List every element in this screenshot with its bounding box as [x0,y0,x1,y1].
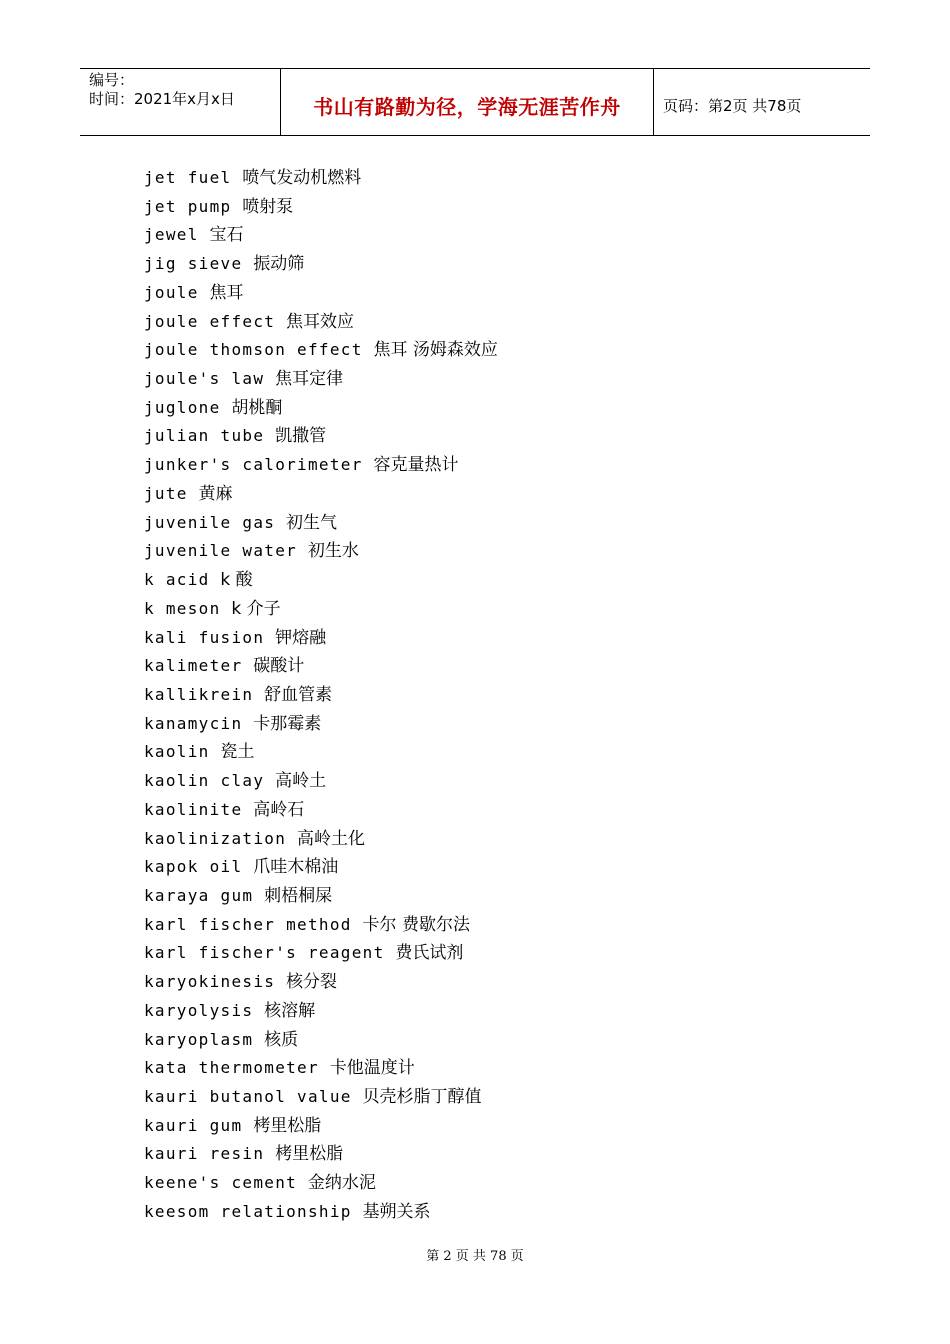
entry-term: jute [144,483,188,503]
entry-translation: 卡他温度计 [329,1058,415,1079]
entry-term: karyokinesis [144,972,276,992]
glossary-list [144,164,498,1227]
entry-term: kali fusion [144,627,265,647]
entry-translation: 焦耳 [209,282,244,303]
entry-term: joule thomson effect [144,340,363,360]
glossary-entry [144,537,498,566]
entry-translation: 焦耳定律 [275,369,344,390]
glossary-entry [144,652,498,681]
entry-translation: 喷气发动机燃料 [242,168,362,188]
glossary-entry [144,451,498,480]
glossary-entry [144,968,498,997]
entry-term: juvenile gas [144,512,276,532]
entry-term: kapok oil [144,857,243,877]
entry-term: kaolin clay [144,771,265,791]
number-label: 编号： [89,71,135,89]
glossary-entry [144,911,498,940]
time-label: 时间：2021年x月x日 [89,90,235,108]
glossary-entry [144,308,498,337]
entry-translation: 焦耳 汤姆森效应 [373,340,498,361]
entry-term: kalimeter [144,656,243,676]
glossary-entry [144,1026,498,1055]
entry-translation: 喷射泵 [242,196,294,217]
glossary-entry [144,767,498,796]
entry-term: joule's law [144,369,265,389]
glossary-entry [144,796,498,825]
glossary-entry [144,738,498,767]
entry-term: kaolinization [144,828,287,848]
entry-term: julian tube [144,426,265,446]
glossary-entry [144,250,498,279]
glossary-entry [144,710,498,739]
entry-translation: 舒血管素 [264,684,333,705]
glossary-entry [144,997,498,1026]
header-meta [80,69,281,135]
glossary-entry [144,681,498,710]
glossary-entry [144,279,498,308]
entry-translation: 初生气 [286,512,338,533]
entry-translation: 爪哇木棉油 [253,857,339,878]
entry-translation: k 酸 [220,570,253,591]
entry-term: karyoplasm [144,1029,254,1049]
entry-translation: 费氏试剂 [395,943,464,964]
header-page-info: 页码：第2页 共78页 [663,96,802,115]
entry-translation: 胡桃酮 [231,397,283,418]
glossary-entry [144,422,498,451]
glossary-entry [144,1054,498,1083]
glossary-entry [144,1083,498,1112]
entry-translation: 核溶解 [264,1000,316,1021]
entry-term: joule effect [144,311,276,331]
entry-translation: 焦耳效应 [286,311,355,332]
entry-translation: 高岭石 [253,799,305,820]
entry-term: kanamycin [144,713,243,733]
page-footer: 第 2 页 共 78 页 [426,1249,524,1264]
entry-translation: 初生水 [307,541,359,562]
entry-term: juglone [144,397,221,417]
entry-translation: 瓷土 [220,742,255,763]
entry-translation: 钾熔融 [275,627,327,648]
glossary-entry [144,825,498,854]
entry-term: kauri gum [144,1115,243,1135]
entry-term: jet pump [144,196,232,216]
glossary-entry [144,221,498,250]
entry-term: keene's cement [144,1173,298,1193]
entry-translation: 贝壳杉脂丁醇值 [362,1087,482,1107]
entry-translation: 金纳水泥 [307,1173,376,1194]
glossary-entry [144,1140,498,1169]
entry-translation: 核质 [264,1029,299,1050]
glossary-entry [144,595,498,624]
entry-term: jewel [144,225,199,245]
document-header [80,68,870,136]
glossary-entry [144,566,498,595]
entry-translation: k 介子 [231,598,281,619]
entry-term: kauri butanol value [144,1087,352,1106]
entry-translation: 核分裂 [286,972,338,993]
entry-term: kata thermometer [144,1058,319,1078]
glossary-entry [144,164,498,193]
entry-term: kaolin [144,742,210,762]
entry-translation: 基朔关系 [362,1201,431,1222]
entry-term: karl fischer's reagent [144,943,385,963]
entry-translation: 振动筛 [253,254,305,275]
entry-translation: 高岭土化 [296,828,365,849]
entry-term: kauri resin [144,1144,265,1164]
entry-translation: 碳酸计 [253,656,305,677]
entry-translation: 凯撒管 [275,426,327,447]
glossary-entry [144,1169,498,1198]
entry-translation: 栲里松脂 [253,1115,322,1136]
entry-term: karl fischer method [144,914,352,934]
entry-translation: 卡尔 费歇尔法 [362,914,470,935]
entry-translation: 栲里松脂 [275,1144,344,1165]
glossary-entry [144,336,498,365]
glossary-entry [144,365,498,394]
entry-translation: 高岭土 [275,771,327,792]
entry-translation: 刺梧桐屎 [264,885,333,906]
glossary-entry [144,1198,498,1227]
glossary-entry [144,394,498,423]
glossary-entry [144,853,498,882]
entry-term: karaya gum [144,885,254,905]
entry-term: juvenile water [144,541,298,561]
entry-term: k meson [144,598,221,618]
entry-term: jet fuel [144,168,232,187]
glossary-entry [144,193,498,222]
entry-term: junker's calorimeter [144,455,363,475]
entry-term: keesom relationship [144,1201,352,1221]
entry-translation: 黄麻 [198,483,233,504]
entry-term: kallikrein [144,684,254,704]
glossary-entry [144,1112,498,1141]
entry-term: karyolysis [144,1000,254,1020]
entry-translation: 容克量热计 [373,455,459,476]
entry-translation: 卡那霉素 [253,713,322,734]
entry-term: k acid [144,570,210,590]
entry-term: kaolinite [144,799,243,819]
glossary-entry [144,509,498,538]
entry-term: joule [144,282,199,302]
entry-term: jig sieve [144,254,243,274]
entry-translation: 宝石 [209,225,244,246]
glossary-entry [144,882,498,911]
glossary-entry [144,939,498,968]
glossary-entry [144,624,498,653]
glossary-entry [144,480,498,509]
header-motto: 书山有路勤为径，学海无涯苦作舟 [281,69,654,135]
